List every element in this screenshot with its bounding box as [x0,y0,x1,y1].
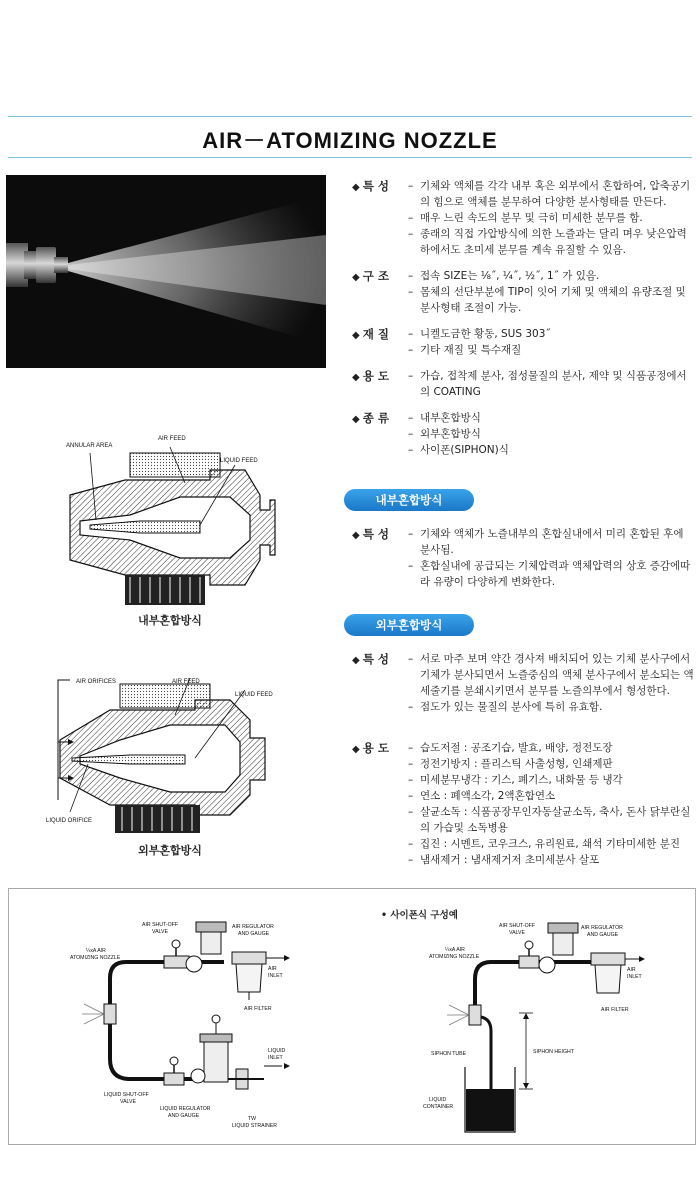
nozzle-spray-photo [6,175,326,368]
liquid-shutoff-label-2: VALVE [120,1099,136,1105]
internal-system-diagram [64,914,304,1139]
structure-section [344,268,694,318]
structure-item: – 몸체의 선단부분에 TIP이 잇어 기체 및 액체의 유량조절 및 분사형태 조절이 가능. [408,284,694,316]
liquid-regulator-label-1: LIQUID REGULATOR [160,1106,211,1112]
external-features-section [344,651,694,735]
title-divider [8,157,692,158]
liquid-inlet-label-2: INLET [268,1055,283,1061]
liquid-regulator-label-2: AND GAUGE [168,1113,200,1119]
external-usage-item: – 연소 : 폐액소각, 2액혼합연소 [408,788,694,804]
siphon-tube-label: SIPHON TUBE [431,1051,467,1057]
external-usage-item: – 집진 : 시멘트, 코우크스, 유리원료, 쇄석 기타미세한 분진 [408,836,694,852]
air-inlet-label-2: INLET [268,973,283,979]
external-usage-item: – 미세분무냉각 : 기스, 폐기스, 내화물 등 냉각 [408,772,694,788]
external-feature-item: – 점도가 있는 물질의 분사에 특히 유효함. [408,699,694,715]
diamond-icon: ◆ [352,272,360,283]
nozzle-label-1: ¼xA AIR [86,948,106,954]
diamond-icon: ◆ [352,372,360,383]
siphon-height-label: SIPHON HEIGHT [533,1049,574,1055]
external-usage-heading: ◆ 용 도 [352,741,389,755]
air-shutoff-valve-label: VALVE [509,930,525,936]
internal-mixing-badge: 내부혼합방식 [344,489,474,511]
air-regulator-label: AIR REGULATOR [581,925,623,931]
siphon-heading: • 사이폰식 구성예 [381,910,458,921]
air-filter-label: AIR FILTER [244,1006,272,1012]
diamond-icon: ◆ [352,182,360,193]
air-gauge-label: AND GAUGE [238,931,270,937]
page-title: AIR－ATOMIZING NOZZLE [202,128,498,153]
external-features-heading: ◆ 특 성 [352,652,389,666]
external-usage-section [344,740,694,875]
liquid-orifice-label: LIQUID ORIFICE [46,818,93,824]
air-inlet-label-1: AIR [627,967,636,973]
type-item: – 내부혼합방식 [408,410,694,426]
diamond-icon: ◆ [352,744,360,755]
external-usage-item: – 정전기방지 : 플리스틱 사출성형, 인쇄제판 [408,756,694,772]
material-item: – 니켈도금한 황동, SUS 303˝ [408,326,694,342]
liquid-container-label-1: LIQUID [429,1097,447,1103]
internal-feature-item: – 혼합실내에 공급되는 기체압력과 액체압력의 상호 증감에따라 유량이 다양하게 변화한다. [408,558,694,590]
siphon-system-diagram [381,907,681,1139]
internal-feature-item: – 기체와 액체가 노즐내부의 혼합실내에서 미리 혼합된 후에 분사됨. [408,526,694,558]
material-heading: ◆ 재 질 [352,327,389,341]
nozzle-label-1: ¼xA AIR [445,947,465,953]
internal-features-heading: ◆ 특 성 [352,527,389,541]
external-mixing-badge: 외부혼합방식 [344,614,474,636]
system-diagrams-box [8,888,696,1145]
liquid-shutoff-label-1: LIQUID SHUT-OFF [104,1092,149,1098]
external-mixing-caption: 외부혼합방식 [138,844,202,857]
structure-item: – 접속 SIZE는 ⅛˝, ¼˝, ½˝, 1˝ 가 있음. [408,268,694,284]
nozzle-label-2: ATOMIZING NOZZLE [70,955,121,961]
diamond-icon: ◆ [352,530,360,541]
diamond-icon: ◆ [352,414,360,425]
top-divider [8,116,692,117]
air-feed-label: AIR FEED [172,679,200,685]
air-gauge-label: AND GAUGE [587,932,619,938]
features-heading: ◆ 특 성 [352,179,389,193]
strainer-label: LIQUID STRAINER [232,1123,277,1129]
diamond-icon: ◆ [352,655,360,666]
material-section [344,326,694,360]
features-section [344,178,694,258]
internal-mixing-caption: 내부혼합방식 [138,614,202,627]
air-inlet-label-2: INLET [627,974,642,980]
external-usage-item: – 냄새제거 : 냄새제거저 초미세분사 살포 [408,852,694,868]
external-usage-item: – 살균소독 : 식품공장무인자동살균소독, 축사, 돈사 닭부란실의 가습및 소독병용 [408,804,694,836]
internal-features-section [344,526,694,592]
internal-mixing-diagram [30,425,330,610]
external-feature-item: – 서로 마주 보며 약간 경사져 배치되어 있는 기체 분사구에서 기체가 분사되면서 노즐중심의 액체 분사구에서 분소되는 액세줄기를 분쇄시키면서 분무를 노즐의부에서 형성한다. [408,651,694,699]
tw-label: TW [248,1116,257,1122]
air-feed-label: AIR FEED [158,436,186,442]
structure-heading: ◆ 구 조 [352,269,389,283]
external-usage-item: – 습도저절 : 공조기습, 발효, 배양, 정전도장 [408,740,694,756]
air-shutoff-valve-label: VALVE [152,929,168,935]
air-inlet-label-1: AIR [268,966,277,972]
feature-item: – 종래의 직접 가압방식에 의한 노즐과는 달리 며우 낮은압력하에서도 초미세 분무를 계속 유질할 수 있음. [408,226,694,258]
types-heading: ◆ 종 류 [352,411,389,425]
usage-item: – 가습, 접착제 분사, 점성물질의 분사, 제약 및 식품공정에서의 COATING [408,368,694,400]
usage-heading: ◆ 용 도 [352,369,389,383]
feature-item: – 기체와 액체를 각각 내부 혹은 외부에서 혼합하여, 압축공기의 힘으로 액체를 분무하여 다양한 분사형태를 만든다. [408,178,694,210]
type-item: – 사이폰(SIPHON)식 [408,442,694,458]
air-shutoff-label: AIR SHUT-OFF [499,923,536,929]
liquid-inlet-label-1: LIQUID [268,1048,286,1054]
annular-area-label: ANNULAR AREA [66,443,113,449]
usage-section [344,368,694,402]
types-section [344,410,694,460]
liquid-feed-label: LIQUID FEED [220,458,258,464]
air-shutoff-label: AIR SHUT-OFF [142,922,179,928]
feature-item: – 매우 느린 속도의 분무 및 극히 미세한 분무를 함. [408,210,694,226]
air-filter-label: AIR FILTER [601,1007,629,1013]
material-item: – 기타 재질 및 특수재질 [408,342,694,358]
air-regulator-label: AIR REGULATOR [232,924,274,930]
external-mixing-diagram [10,660,330,835]
type-item: – 외부혼합방식 [408,426,694,442]
liquid-container-label-2: CONTAINER [423,1104,454,1110]
nozzle-label-2: ATOMIZING NOZZLE [429,954,480,960]
diamond-icon: ◆ [352,330,360,341]
liquid-feed-label: LIQUID FEED [235,692,273,698]
air-orifices-label: AIR ORIFICES [76,679,117,685]
